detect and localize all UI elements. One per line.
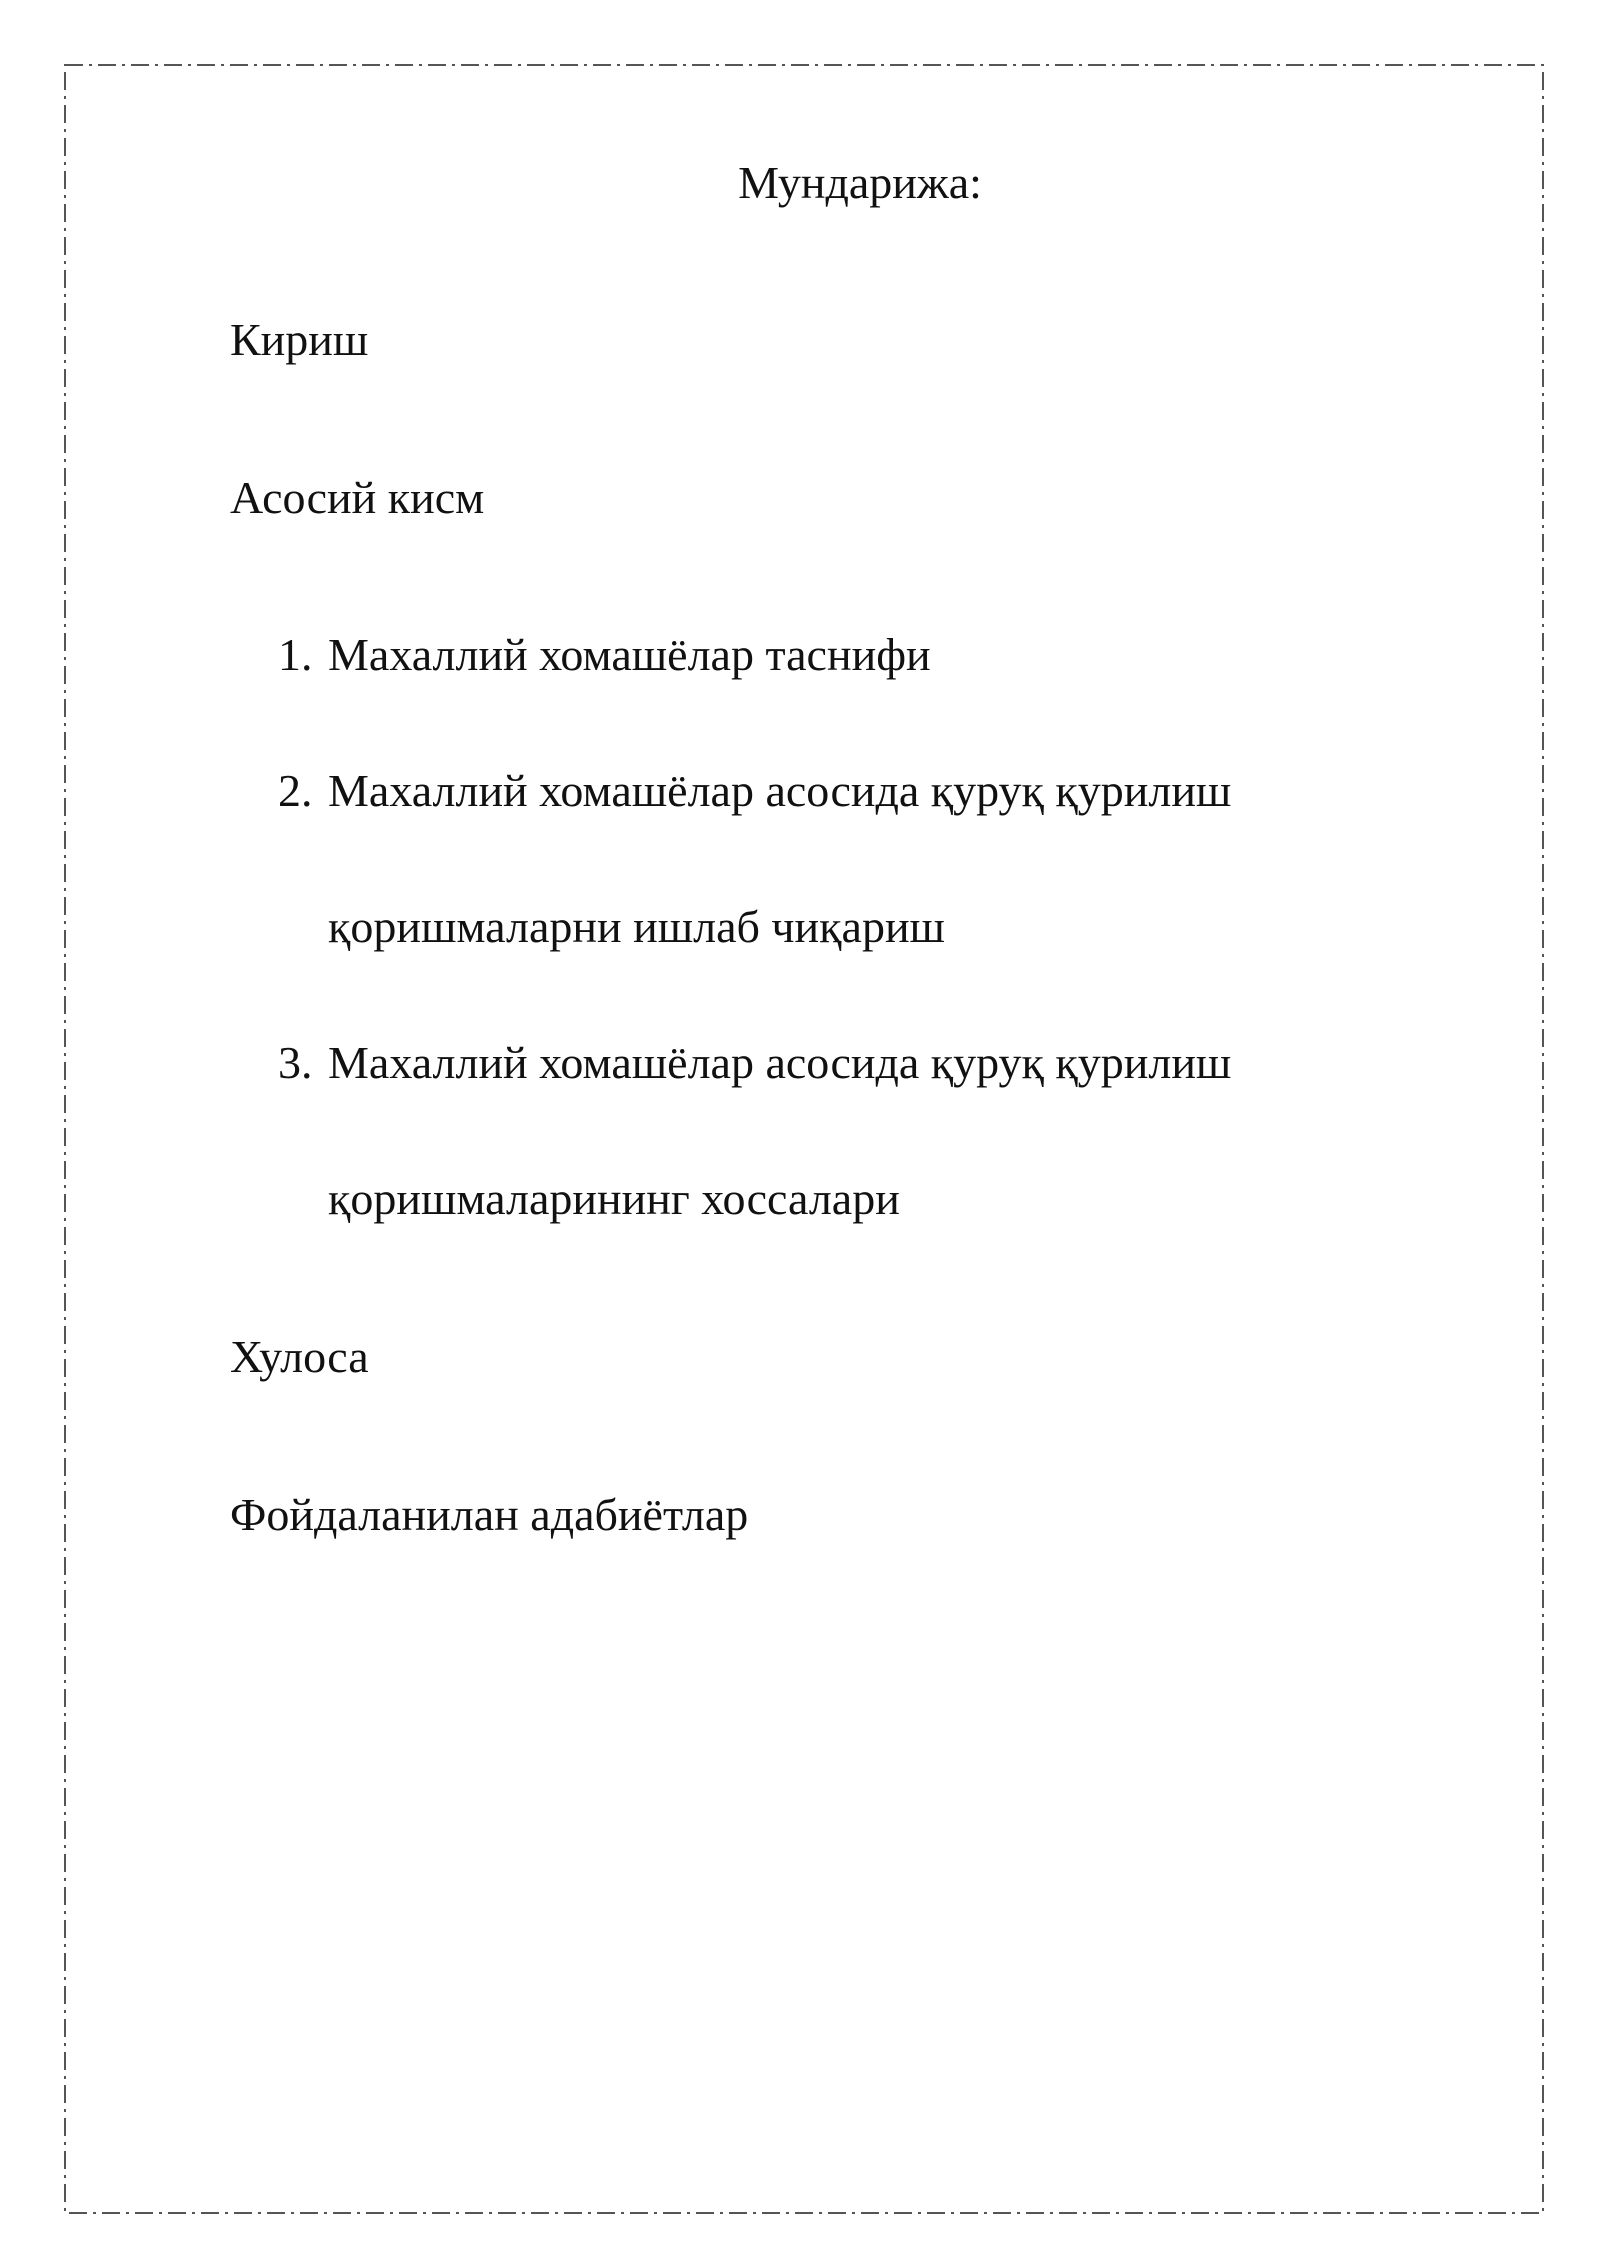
toc-entry-references: Фойдаланилан адабиётлар [230,1489,749,1540]
toc-list-item-2 [278,763,1231,819]
toc-list-item-1 [278,627,931,683]
toc-list-item-2-continuation: қоришмаларни ишлаб чиқариш [328,901,945,952]
toc-entry-intro: Кириш [230,314,369,365]
toc-title: Мундарижа: [738,157,982,208]
list-number: 3. [278,1037,313,1088]
list-number: 1. [278,629,313,680]
list-number: 2. [278,765,313,816]
list-item-text: Махаллий хомашёлар асосида қуруқ қурилиш [328,765,1232,816]
toc-list-item-3-continuation: қоришмаларининг хоссалари [328,1173,900,1224]
list-item-text: Махаллий хомашёлар асосида қуруқ қурилиш [328,1037,1232,1088]
toc-entry-conclusion: Хулоса [230,1331,369,1382]
list-item-text: Махаллий хомашёлар таснифи [328,629,931,680]
toc-entry-main-part: Асосий кисм [230,472,485,523]
toc-list-item-3 [278,1035,1231,1091]
